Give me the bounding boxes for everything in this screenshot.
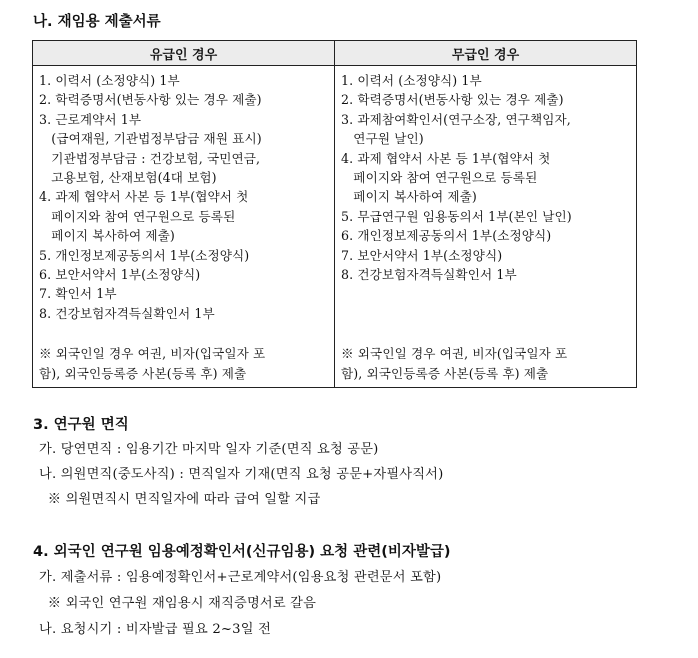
list-item: (급여재원, 기관법정부담금 재원 표시) [39, 131, 262, 147]
list-item: 6. 개인정보제공동의서 1부(소정양식) [341, 228, 552, 244]
foreigner-note [39, 344, 265, 383]
list-item: 7. 확인서 1부 [39, 286, 117, 302]
note-line: 함), 외국인등록증 사본(등록 후) 제출 [341, 365, 549, 381]
section4-line-1: 가. 제출서류 : 임용예정확인서+근로계약서(임용요청 관련문서 포함) [39, 570, 442, 585]
note-line: ※ 외국인일 경우 여권, 비자(입국일자 포 [341, 346, 568, 362]
list-item: 페이지 복사하여 제출) [341, 189, 477, 205]
list-item: 5. 무급연구원 임용동의서 1부(본인 날인) [341, 208, 572, 224]
list-item: 8. 건강보험자격득실확인서 1부 [39, 305, 215, 321]
list-item: 7. 보안서약서 1부(소정양식) [341, 247, 503, 263]
list-item: 3. 과제참여확인서(연구소장, 연구책임자, [341, 111, 571, 127]
list-item: 페이지 복사하여 제출) [39, 228, 175, 244]
list-item: 2. 학력증명서(변동사항 있는 경우 제출) [341, 92, 564, 108]
list-item: 페이지와 참여 연구원으로 등록된 [341, 170, 538, 186]
section4-line-2: 나. 요청시기 : 비자발급 필요 2~3일 전 [39, 622, 272, 637]
requirements-table [32, 40, 637, 388]
list-item: 연구원 날인) [341, 131, 424, 147]
section3-line-2: 나. 의원면직(중도사직) : 면직일자 기재(면직 요청 공문+자필사직서) [39, 467, 444, 482]
list-item: 1. 이력서 (소정양식) 1부 [341, 73, 482, 88]
list-item: 4. 과제 협약서 사본 등 1부(협약서 첫 [341, 150, 551, 166]
section3-note: ※ 의원면직시 면직일자에 따라 급여 일할 지급 [39, 492, 321, 507]
foreigner-note [341, 344, 567, 383]
list-item: 2. 학력증명서(변동사항 있는 경우 제출) [39, 92, 262, 108]
list-item: 3. 근로계약서 1부 [39, 111, 142, 127]
list-item: 페이지와 참여 연구원으로 등록된 [39, 208, 236, 224]
section4-title: 4. 외국인 연구원 임용예정확인서(신규임용) 요청 관련(비자발급) [33, 544, 451, 560]
section3-line-1: 가. 당연면직 : 임용기간 마지막 일자 기준(면직 요청 공문) [39, 442, 379, 457]
unpaid-header: 무급인 경우 [335, 41, 637, 66]
section3-title: 3. 연구원 면직 [33, 417, 129, 433]
list-item: 고용보험, 산재보험(4대 보험) [39, 170, 217, 186]
paid-list [39, 71, 328, 383]
note-line: ※ 외국인일 경우 여권, 비자(입국일자 포 [39, 346, 266, 362]
note-line: 함), 외국인등록증 사본(등록 후) 제출 [39, 365, 247, 381]
unpaid-cell [335, 66, 637, 388]
list-item: 8. 건강보험자격득실확인서 1부 [341, 267, 517, 283]
list-item: 기관법정부담금 : 건강보험, 국민연금, [39, 150, 261, 166]
list-item: 4. 과제 협약서 사본 등 1부(협약서 첫 [39, 189, 249, 205]
paid-header: 유급인 경우 [33, 41, 335, 66]
paid-cell [33, 66, 335, 388]
section-na-title: 나. 재임용 제출서류 [33, 14, 161, 30]
list-item: 6. 보안서약서 1부(소정양식) [39, 267, 201, 283]
list-item: 5. 개인정보제공동의서 1부(소정양식) [39, 247, 250, 263]
unpaid-list [341, 71, 630, 383]
section4-note: ※ 외국인 연구원 재임용시 재직증명서로 갈음 [39, 596, 317, 611]
list-item: 1. 이력서 (소정양식) 1부 [39, 73, 180, 88]
